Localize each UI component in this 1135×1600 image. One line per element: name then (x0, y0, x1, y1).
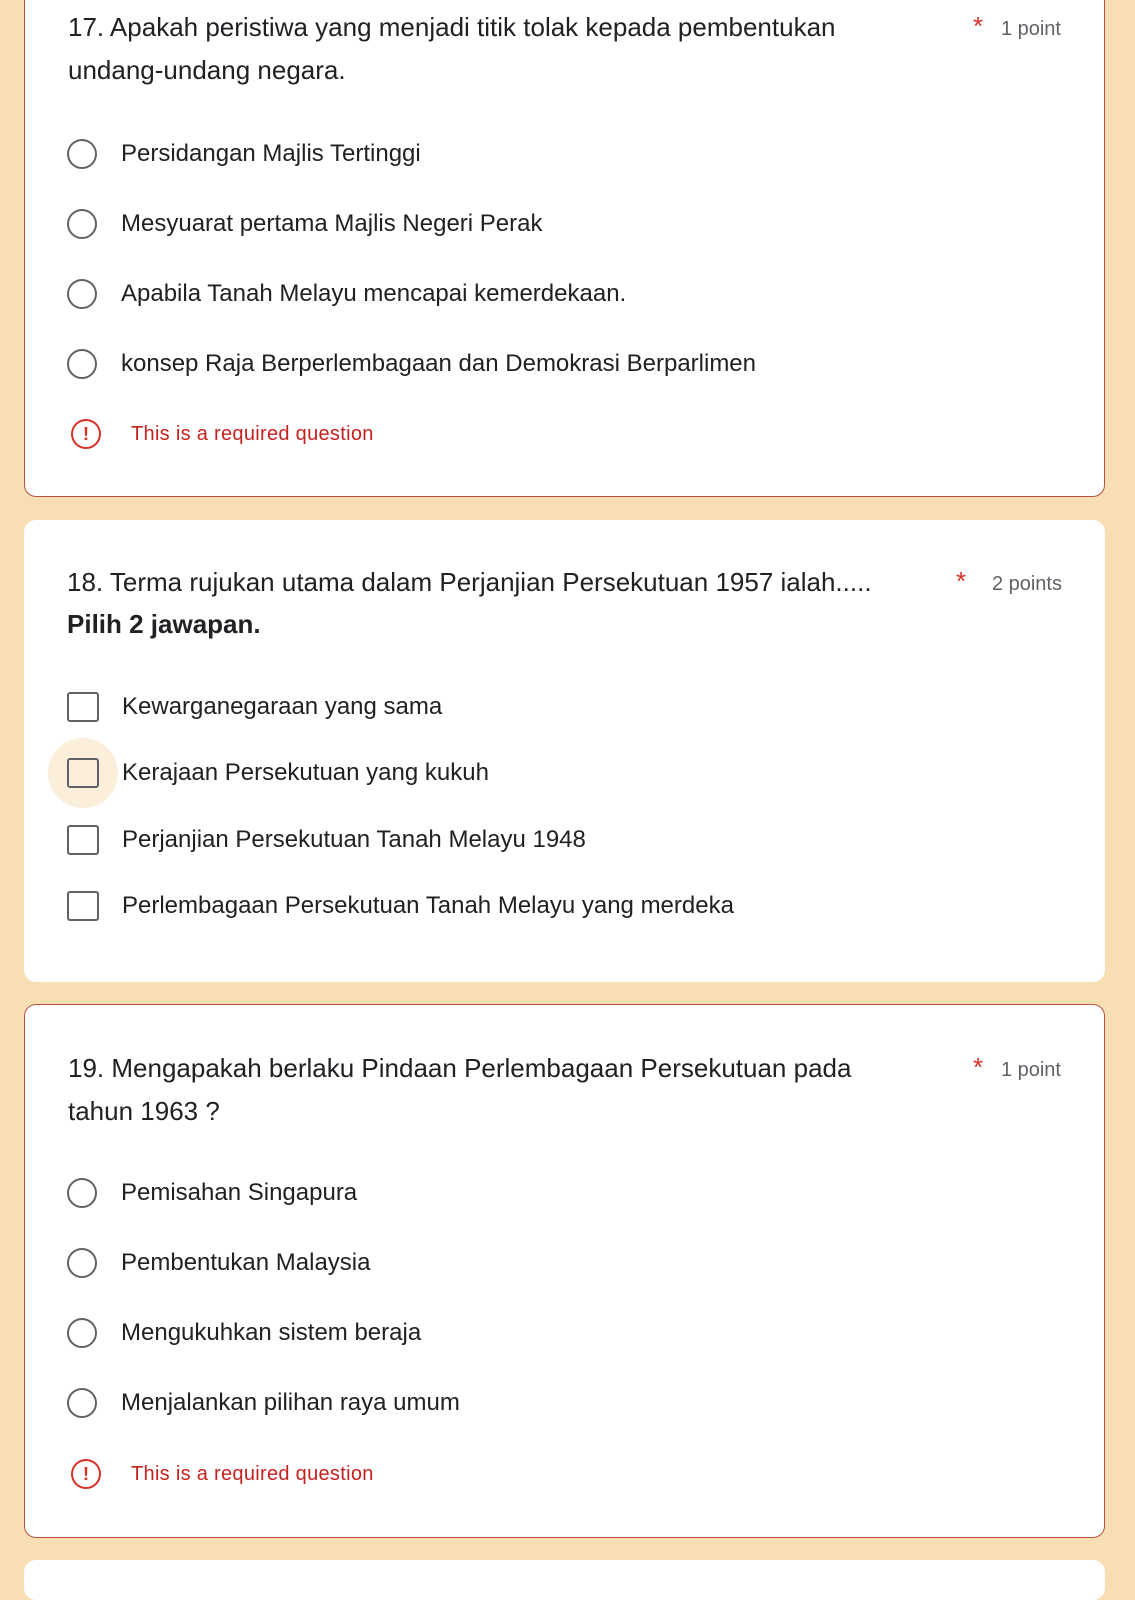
option-label: Apabila Tanah Melayu mencapai kemerdekaan. (121, 280, 627, 307)
radio-option[interactable] (67, 274, 626, 314)
checkbox-wrapper[interactable] (66, 690, 100, 724)
radio-button[interactable] (67, 1388, 97, 1418)
error-icon: ! (71, 419, 101, 449)
option-label: konsep Raja Berperlembagaan dan Demokrasi Berparlimen (121, 350, 757, 377)
points-label: 1 point (1000, 18, 1061, 40)
checkbox[interactable] (67, 891, 99, 921)
radio-button[interactable] (67, 1318, 97, 1348)
question-title-19-line2: tahun 1963 ? (68, 1096, 220, 1126)
checkbox[interactable] (67, 758, 99, 788)
question-subtitle: Pilih 2 jawapan. (67, 609, 261, 639)
option-label: Pembentukan Malaysia (121, 1249, 371, 1276)
radio-option[interactable] (67, 204, 543, 244)
checkbox-wrapper[interactable] (66, 823, 100, 857)
checkbox-wrapper[interactable] (66, 889, 100, 923)
question-title-17-line2: undang-undang negara. (68, 55, 346, 85)
radio-button[interactable] (67, 349, 97, 379)
option-label: Perlembagaan Persekutuan Tanah Melayu yang merdeka (122, 892, 734, 919)
option-label: Menjalankan pilihan raya umum (121, 1389, 460, 1416)
question-title-19 (68, 1047, 918, 1133)
radio-option[interactable] (67, 1383, 460, 1423)
radio-option[interactable] (67, 1243, 370, 1283)
checkbox[interactable] (67, 825, 99, 855)
error-icon: ! (71, 1459, 101, 1489)
radio-option[interactable] (67, 1313, 421, 1353)
question-title-17 (68, 6, 918, 92)
question-card-19 (24, 1004, 1105, 1538)
option-label: Kerajaan Persekutuan yang kukuh (122, 759, 489, 786)
option-label: Persidangan Majlis Tertinggi (121, 140, 421, 167)
required-asterisk: * (973, 1052, 984, 1082)
option-label: Perjanjian Persekutuan Tanah Melayu 1948 (122, 826, 586, 853)
option-label: Mengukuhkan sistem beraja (121, 1319, 422, 1346)
question-title-17-line1: 17. Apakah peristiwa yang menjadi titik tolak kepada pembentukan (68, 12, 836, 42)
points-label: 2 points (991, 573, 1062, 595)
checkbox-option[interactable] (66, 753, 489, 793)
question-card-18 (24, 520, 1105, 982)
required-error (71, 1459, 374, 1489)
checkbox-option[interactable] (66, 687, 442, 727)
question-title-19-line1: 19. Mengapakah berlaku Pindaan Perlembagaan Persekutuan pada (68, 1053, 852, 1083)
required-asterisk: * (973, 11, 984, 41)
radio-button[interactable] (67, 1178, 97, 1208)
radio-option[interactable] (67, 1173, 357, 1213)
option-label: Pemisahan Singapura (121, 1179, 358, 1206)
radio-button[interactable] (67, 279, 97, 309)
option-label: Kewarganegaraan yang sama (122, 693, 443, 720)
radio-button[interactable] (67, 209, 97, 239)
checkbox-option[interactable] (66, 886, 734, 926)
error-message: This is a required question (131, 1462, 374, 1485)
option-label: Mesyuarat pertama Majlis Negeri Perak (121, 210, 543, 237)
error-message: This is a required question (131, 422, 374, 445)
question-card-next (24, 1560, 1105, 1600)
question-title-18: 18. Terma rujukan utama dalam Perjanjian Persekutuan 1957 ialah..... (67, 567, 872, 597)
points-label: 1 point (1000, 1059, 1061, 1081)
required-asterisk: * (956, 566, 967, 596)
radio-button[interactable] (67, 139, 97, 169)
radio-button[interactable] (67, 1248, 97, 1278)
radio-option[interactable] (67, 344, 756, 384)
radio-option[interactable] (67, 134, 421, 174)
question-card-17 (24, 0, 1105, 497)
checkbox-wrapper[interactable] (66, 756, 100, 790)
required-error (71, 419, 374, 449)
checkbox-option[interactable] (66, 820, 586, 860)
checkbox[interactable] (67, 692, 99, 722)
